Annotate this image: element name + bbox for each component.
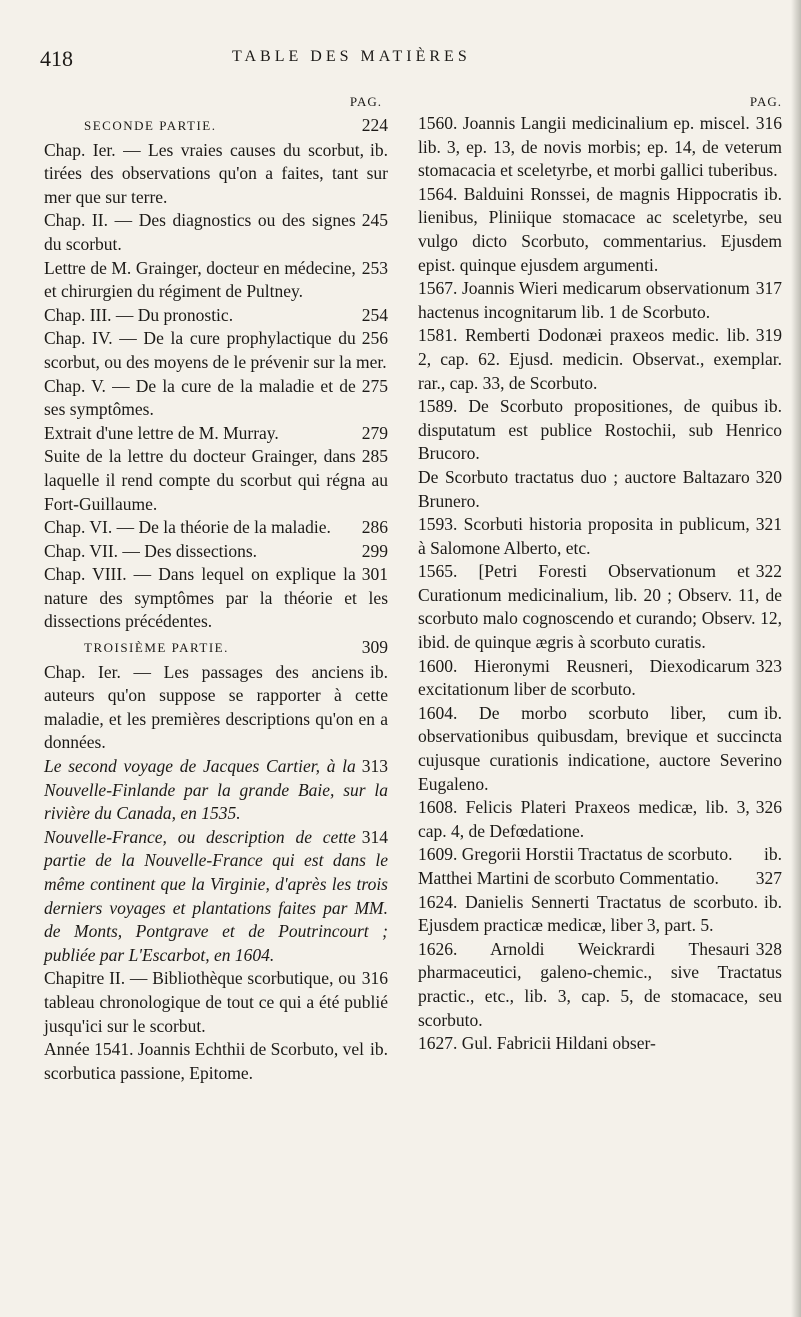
entry-text: Nouvelle-France, ou description de cette partie de la Nouvelle-France qui est dans le même continent que la Virginie, d'après les trois derniers voyages et plantations faites par MM. de Monts, Pontgrave et de Poutrincourt ; publiée par L'Escarbot, en 1604. [44, 826, 388, 965]
page-ref: 322 [755, 561, 782, 582]
page-ref: 321 [755, 514, 782, 535]
page-ref: 224 [361, 115, 388, 135]
entry-text: Suite de la lettre du docteur Grainger, dans laquelle il rend compte du scorbut qui régna au Fort-Guillaume. [44, 446, 388, 514]
bibliography-entry [418, 466, 782, 513]
entry-text: 1567. Joannis Wieri medicarum observationum hactenus incognitarum lib. 1 de Scorbuto. [418, 278, 750, 322]
bibliography-entry [418, 867, 782, 891]
bibliography-entry [418, 843, 782, 867]
toc-entry [44, 563, 388, 634]
page-ref: ib. [764, 396, 782, 417]
entry-text: 1624. Danielis Sennerti Tractatus de scorbuto. Ejusdem practicæ medicæ, liber 3, part. 5. [418, 891, 758, 936]
page-ref: 314 [361, 826, 388, 847]
entry-text: 1627. Gul. Fabricii Hildani obser- [418, 1033, 656, 1054]
page-ref: ib. [764, 844, 782, 865]
section-heading [44, 636, 388, 660]
toc-entry [44, 967, 388, 1038]
entry-text: 1565. [Petri Foresti Observationum et Curationum medicinalium, lib. 20 ; Observ. 11, de scorbuto malo cognoscendo et curando; Observ. 12, ibid. de quinque ægris à scorbuto curatis. [418, 561, 782, 653]
page-ref: 316 [361, 968, 388, 989]
page-ref: 320 [755, 466, 782, 487]
section-title: SECONDE PARTIE. [84, 118, 217, 133]
bibliography-entry [418, 560, 782, 654]
toc-entry [44, 826, 388, 968]
bibliography-entry [418, 112, 782, 183]
page-ref: 256 [361, 328, 388, 349]
entry-text: 1581. Remberti Dodonæi praxeos medic. lib. 2, cap. 62. Ejusd. medicin. Observat., exemplar. rar., cap. 33, de Scorbuto. [418, 325, 782, 393]
page-header [0, 30, 801, 71]
page-ref: 254 [361, 304, 388, 325]
page-ref: 327 [755, 868, 782, 888]
toc-entry [44, 540, 388, 564]
page-edge-shadow [791, 0, 801, 1317]
entry-text: De Scorbuto tractatus duo ; auctore Baltazaro Brunero. [418, 466, 750, 511]
toc-entry [44, 1038, 388, 1085]
entry-text: Chap. Ier. — Les vraies causes du scorbut, tirées des observations qu'on a faites, tant sur mer que sur terre. [44, 139, 388, 207]
page-ref: 319 [755, 325, 782, 346]
page-ref: 299 [361, 540, 388, 561]
toc-entry [44, 755, 388, 826]
bibliography-entry [418, 395, 782, 466]
bibliography-entry [418, 891, 782, 938]
entry-text: Chap. Ier. — Les passages des anciens auteurs qu'on suppose se rapporter à cette maladie, et les premières descriptions qu'on en a données. [44, 661, 388, 753]
entry-text: 1593. Scorbuti historia proposita in publicum, à Salomone Alberto, etc. [418, 514, 750, 558]
toc-entry [44, 516, 388, 540]
page-ref: 285 [361, 446, 388, 467]
bibliography-entry [418, 938, 782, 1032]
bibliography-entry [418, 324, 782, 395]
page-ref: 275 [361, 375, 388, 396]
entry-text: Chap. VI. — De la théorie de la maladie. [44, 517, 331, 538]
page-ref: 279 [361, 422, 388, 443]
page-ref: 286 [361, 517, 388, 538]
entry-text: Chap. V. — De la cure de la maladie et de ses symptômes. [44, 375, 356, 420]
entry-text: Chap. III. — Du pronostic. [44, 304, 234, 325]
entry-text: Chap. IV. — De la cure prophylactique du scorbut, ou des moyens de le prévenir sur la mer. [44, 328, 387, 372]
page-ref: ib. [370, 1039, 388, 1060]
entry-text: Année 1541. Joannis Echthii de Scorbuto, vel scorbutica passione, Epitome. [44, 1039, 364, 1083]
page-ref: 326 [755, 797, 782, 818]
bibliography-entry [418, 277, 782, 324]
page-ref: ib. [764, 702, 782, 723]
page-ref: 317 [755, 278, 782, 299]
section-heading [44, 114, 388, 138]
page-ref: 316 [755, 113, 782, 133]
bibliography-entry [418, 655, 782, 702]
toc-entry [44, 661, 388, 755]
entry-text: Chap. VII. — Des dissections. [44, 540, 258, 561]
page-ref: 309 [361, 637, 388, 658]
pag-label: PAG. [349, 94, 382, 109]
toc-entry [44, 139, 388, 210]
toc-entry [44, 257, 388, 304]
entry-text: 1600. Hieronymi Reusneri, Diexodicarum excitationum liber de scorbuto. [418, 655, 750, 700]
entry-text: Chap. II. — Des diagnostics ou des signes du scorbut. [44, 210, 356, 254]
page-ref: 328 [755, 938, 782, 959]
bibliography-entry [418, 796, 782, 843]
right-column [418, 92, 782, 1056]
toc-entry [44, 209, 388, 256]
entry-text: 1626. Arnoldi Weickrardi Thesauri pharmaceutici, galeno-chemic., sive Tractatus practic., etc., lib. 3, cap. 5, de stomacace, seu scorbuto. [418, 938, 782, 1030]
entry-text: 1589. De Scorbuto propositiones, de quibus disputatum est publice Rostochii, sub Henrico Brucoro. [418, 396, 782, 464]
toc-entry [44, 304, 388, 328]
toc-entry [44, 445, 388, 516]
page-ref: 323 [755, 655, 782, 676]
bibliography-entry [418, 183, 782, 277]
page-ref: ib. [370, 661, 388, 682]
entry-text: 1608. Felicis Plateri Praxeos medicæ, lib. 3, cap. 4, de Defœdatione. [418, 797, 750, 841]
entry-text: Le second voyage de Jacques Cartier, à la Nouvelle-Finlande par la grande Baie, sur la rivière du Canada, en 1535. [44, 756, 388, 824]
bibliography-entry [418, 1032, 782, 1056]
page-ref: 301 [361, 564, 388, 585]
page-ref: 245 [361, 210, 388, 231]
toc-entry [44, 375, 388, 422]
bibliography-entry [418, 513, 782, 560]
entry-text: 1560. Joannis Langii medicinalium ep. miscel. lib. 3, ep. 13, de novis morbis; ep. 14, de veterum stomacacia et sceletyrbe, et morbi gallici tuberibus. [418, 113, 782, 181]
bibliography-entry [418, 702, 782, 796]
page-ref: ib. [370, 139, 388, 160]
page-number: 418 [40, 46, 73, 71]
page-ref: 313 [361, 756, 388, 777]
entry-text: Lettre de M. Grainger, docteur en médecine, et chirurgien du régiment de Pultney. [44, 257, 356, 302]
running-title: TABLE DES MATIÈRES [232, 48, 471, 65]
entry-text: Chapitre II. — Bibliothèque scorbutique, ou tableau chronologique de tout ce qui a été publié jusqu'ici sur le scorbut. [44, 968, 388, 1036]
toc-entry [44, 422, 388, 446]
entry-text: 1604. De morbo scorbuto liber, cum observationibus quibusdam, brevique et succincta cujusque curationis indicatione, auctore Severino Eugaleno. [418, 702, 782, 794]
page-ref: ib. [764, 183, 782, 204]
entry-text: Extrait d'une lettre de M. Murray. [44, 422, 279, 443]
entry-text: Matthei Martini de scorbuto Commentatio. [418, 868, 719, 888]
entry-text: Chap. VIII. — Dans lequel on explique la nature des symptômes par la théorie et les dissections précédentes. [44, 564, 388, 632]
left-column [44, 92, 388, 1085]
page-ref: ib. [764, 891, 782, 912]
toc-entry [44, 327, 388, 374]
entry-text: 1609. Gregorii Horstii Tractatus de scorbuto. [418, 844, 733, 865]
entry-text: 1564. Balduini Ronssei, de magnis Hippocratis lienibus, Pliniique stomacace ac sceletyrbe, seu vulgo dicto Scorbuto, commentarius. Ejusdem epist. quinque ejusdem argumenti. [418, 183, 782, 275]
section-title: TROISIÈME PARTIE. [84, 640, 229, 656]
pag-label: PAG. [749, 94, 782, 109]
page-ref: 253 [361, 257, 388, 278]
